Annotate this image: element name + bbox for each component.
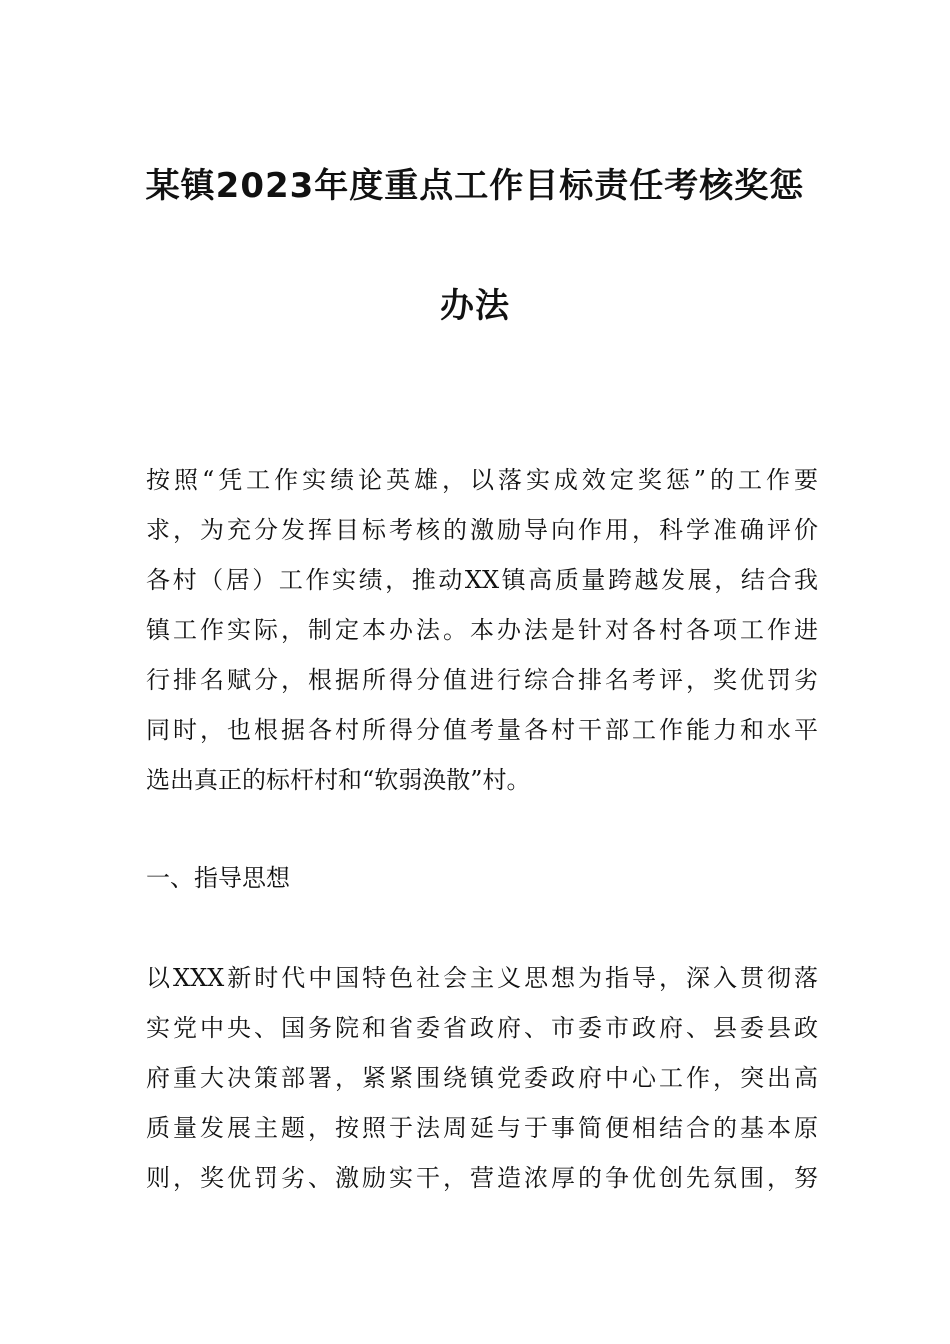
paragraph-line: 各村（居）工作实绩，推动XX镇高质量跨越发展，结合我 [146, 566, 818, 594]
document-title-line-1: 某镇2023年度重点工作目标责任考核奖惩 [145, 166, 805, 206]
paragraph-line: 镇工作实际，制定本办法。本办法是针对各村各项工作进 [146, 616, 818, 644]
paragraph-line: 则，奖优罚劣、激励实干，营造浓厚的争优创先氛围，努 [146, 1164, 818, 1192]
paragraph-line: 求，为充分发挥目标考核的激励导向作用，科学准确评价 [146, 516, 818, 544]
paragraph-line: 选出真正的标杆村和“软弱涣散”村。 [146, 766, 531, 794]
paragraph-line: 质量发展主题，按照于法周延与于事简便相结合的基本原 [146, 1114, 818, 1142]
document-title-line-2: 办法 [440, 286, 510, 326]
paragraph-intro [146, 455, 818, 805]
section-heading-guiding-ideology: 一、指导思想 [146, 864, 290, 892]
paragraph-line: 实党中央、国务院和省委省政府、市委市政府、县委县政 [146, 1014, 818, 1042]
paragraph-guiding-ideology [146, 953, 818, 1203]
paragraph-line: 以XXX新时代中国特色社会主义思想为指导，深入贯彻落 [146, 964, 818, 992]
paragraph-line: 按照“凭工作实绩论英雄，以落实成效定奖惩”的工作要 [146, 466, 818, 494]
paragraph-line: 府重大决策部署，紧紧围绕镇党委政府中心工作，突出高 [146, 1064, 818, 1092]
paragraph-line: 同时，也根据各村所得分值考量各村干部工作能力和水平 [146, 716, 818, 744]
paragraph-line: 行排名赋分，根据所得分值进行综合排名考评，奖优罚劣 [146, 666, 818, 694]
